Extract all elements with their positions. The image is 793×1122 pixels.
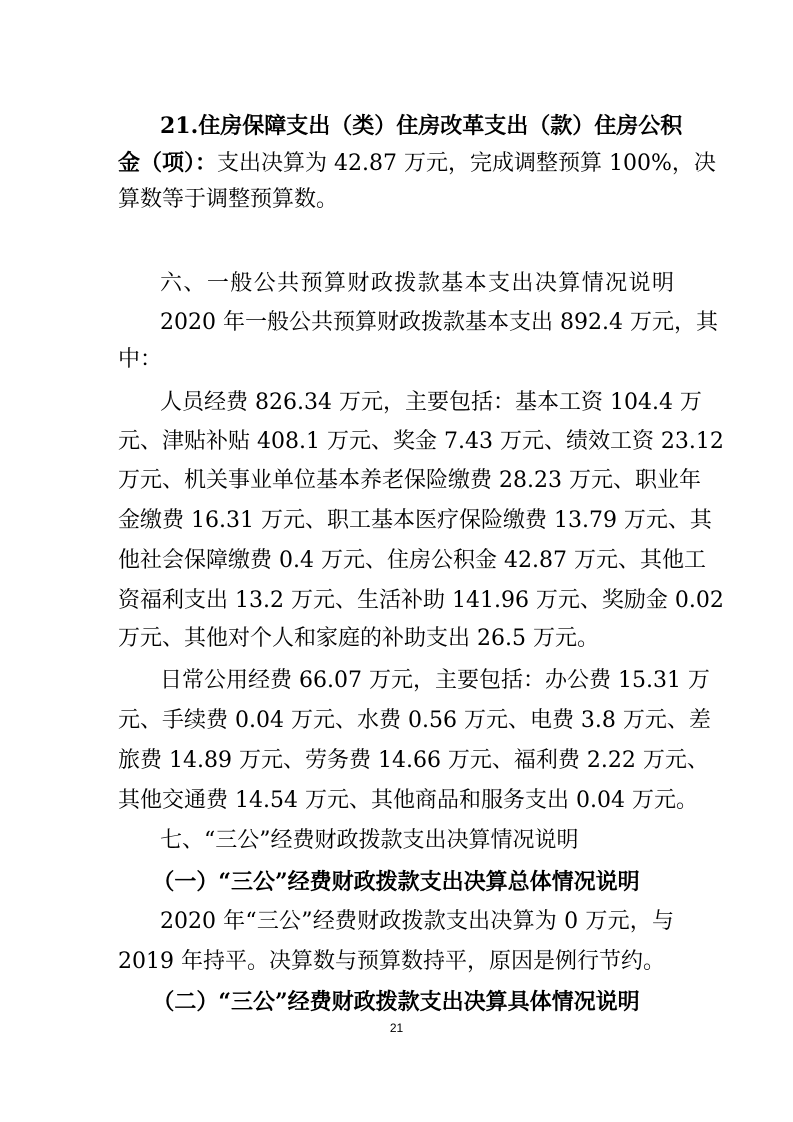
body-line: 元、手续费 0.04 万元、水费 0.56 万元、电费 3.8 万元、差 bbox=[118, 708, 711, 733]
body-line bbox=[118, 147, 716, 179]
body-line: 人员经费 826.34 万元，主要包括：基本工资 104.4 万 bbox=[160, 390, 702, 415]
section-heading-7: 七、“三公”经费财政拨款支出决算情况说明 bbox=[160, 828, 579, 853]
body-line: 他社会保障缴费 0.4 万元、住房公积金 42.87 万元、其他工 bbox=[118, 548, 706, 573]
body-line: 2020 年“三公”经费财政拨款支出决算为 0 万元，与 bbox=[160, 909, 674, 934]
body-line: 旅费 14.89 万元、劳务费 14.66 万元、福利费 2.22 万元、 bbox=[118, 748, 709, 773]
body-line: 金缴费 16.31 万元、职工基本医疗保险缴费 13.79 万元、其 bbox=[118, 508, 712, 533]
body-line: 2019 年持平。决算数与预算数持平，原因是例行节约。 bbox=[118, 949, 665, 974]
body-line: 万元、其他对个人和家庭的补助支出 26.5 万元。 bbox=[118, 626, 599, 651]
body-line: 中： bbox=[118, 347, 163, 372]
bold-heading-fragment: 金（项）： bbox=[118, 150, 218, 176]
body-line: 算数等于调整预算数。 bbox=[118, 187, 339, 212]
body-line: 元、津贴补贴 408.1 万元、奖金 7.43 万元、绩效工资 23.12 bbox=[118, 429, 724, 454]
subsection-heading-2: （二）“三公”经费财政拨款支出决算具体情况说明 bbox=[152, 989, 640, 1015]
body-line: 资福利支出 13.2 万元、生活补助 141.96 万元、奖励金 0.02 bbox=[118, 588, 724, 613]
body-line: 万元、机关事业单位基本养老保险缴费 28.23 万元、职业年 bbox=[118, 468, 701, 493]
body-line: 日常公用经费 66.07 万元，主要包括：办公费 15.31 万 bbox=[160, 668, 710, 693]
subsection-heading-1: （一）“三公”经费财政拨款支出决算总体情况说明 bbox=[152, 869, 640, 895]
page-number: 21 bbox=[389, 1021, 404, 1035]
body-line: 其他交通费 14.54 万元、其他商品和服务支出 0.04 万元。 bbox=[118, 788, 698, 813]
section-heading-6: 六、一般公共预算财政拨款基本支出决算情况说明 bbox=[160, 271, 674, 296]
body-line: 2020 年一般公共预算财政拨款基本支出 892.4 万元，其 bbox=[160, 310, 718, 335]
section-heading-21: 21.住房保障支出（类）住房改革支出（款）住房公积 bbox=[160, 113, 683, 139]
inline-text: 支出决算为 42.87 万元，完成调整预算 100%，决 bbox=[217, 151, 716, 176]
